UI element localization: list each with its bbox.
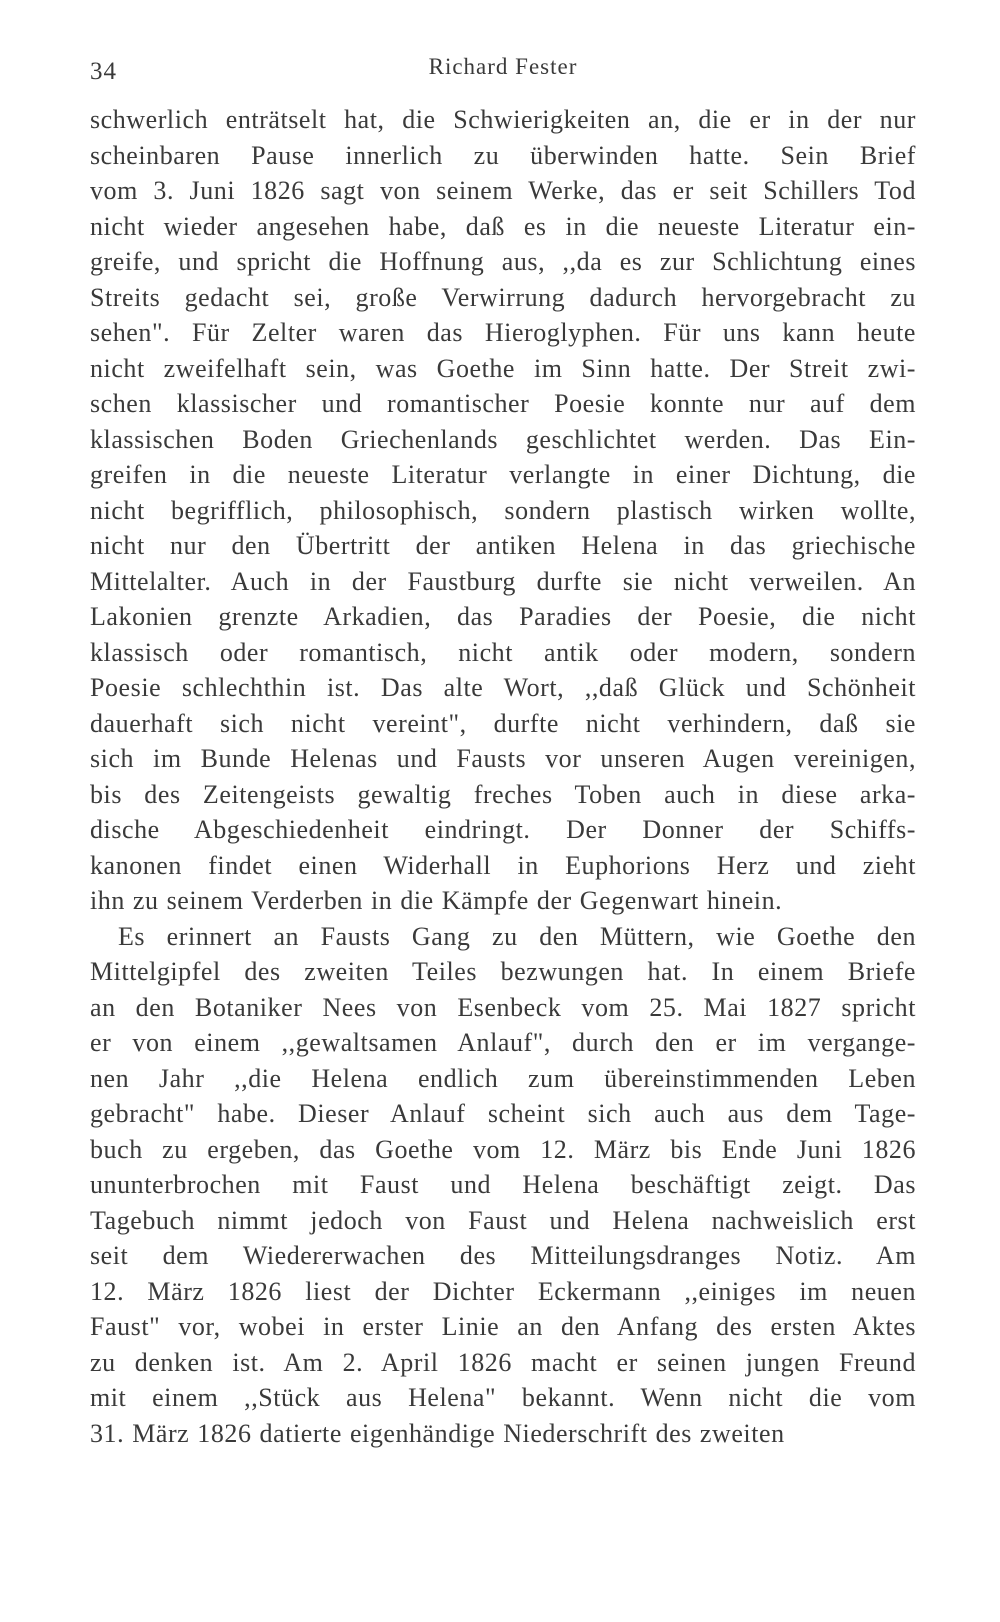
text-line: Mittelalter. Auch in der Faustburg durfte sie nicht verweilen. An xyxy=(90,566,916,596)
paragraph xyxy=(90,919,916,1452)
text-line: nen Jahr ,,die Helena endlich zum übereinstimmenden Leben xyxy=(90,1063,916,1093)
text-line: buch zu ergeben, das Goethe vom 12. März bis Ende Juni 1826 xyxy=(90,1134,916,1164)
text-line: Faust" vor, wobei in erster Linie an den Anfang des ersten Aktes xyxy=(90,1312,916,1341)
text-line: greife, und spricht die Hoffnung aus, ,,da es zur Schlichtung eines xyxy=(90,247,916,276)
text-line: 31. März 1826 datierte eigenhändige Niederschrift des zweiten xyxy=(90,1418,785,1448)
text-line: klassischen Boden Griechenlands geschlichtet werden. Das Ein- xyxy=(90,424,916,454)
text-line: dauerhaft sich nicht vereint", durfte nicht verhindern, daß sie xyxy=(90,708,916,738)
text-line: vom 3. Juni 1826 sagt von seinem Werke, das er seit Schillers Tod xyxy=(90,176,916,205)
text-line: bis des Zeitengeists gewaltig freches Toben auch in diese arka- xyxy=(90,779,916,809)
text-line: ihn zu seinem Verderben in die Kämpfe der Gegenwart hinein. xyxy=(90,886,783,915)
page-number: 34 xyxy=(90,58,117,85)
text-line: Es erinnert an Fausts Gang zu den Müttern, wie Goethe den xyxy=(118,921,916,951)
text-line: klassisch oder romantisch, nicht antik oder modern, sondern xyxy=(90,637,916,667)
text-line: nicht zweifelhaft sein, was Goethe im Sinn hatte. Der Streit zwi- xyxy=(90,353,916,383)
text-line: mit einem ,,Stück aus Helena" bekannt. Wenn nicht die vom xyxy=(90,1383,916,1412)
text-line: Streits gedacht sei, große Verwirrung dadurch hervorgebracht zu xyxy=(90,282,916,312)
running-head: Richard Fester xyxy=(428,54,578,79)
text-line: schwerlich enträtselt hat, die Schwierigkeiten an, die er in der nur xyxy=(90,105,916,134)
text-line: Mittelgipfel des zweiten Teiles bezwungen hat. In einem Briefe xyxy=(90,957,916,986)
page-header xyxy=(90,50,916,90)
text-line: 12. März 1826 liest der Dichter Eckermann ,,einiges im neuen xyxy=(90,1276,916,1306)
text-line: scheinbaren Pause innerlich zu überwinden hatte. Sein Brief xyxy=(90,140,916,170)
text-line: schen klassischer und romantischer Poesie konnte nur auf dem xyxy=(90,389,916,418)
text-line: an den Botaniker Nees von Esenbeck vom 25. Mai 1827 spricht xyxy=(90,992,916,1022)
text-line: gebracht" habe. Dieser Anlauf scheint sich auch aus dem Tage- xyxy=(90,1099,916,1128)
text-line: sich im Bunde Helenas und Fausts vor unseren Augen vereinigen, xyxy=(90,744,916,773)
text-line: Tagebuch nimmt jedoch von Faust und Helena nachweislich erst xyxy=(90,1205,916,1235)
text-line: Lakonien grenzte Arkadien, das Paradies der Poesie, die nicht xyxy=(90,602,916,631)
text-line: greifen in die neueste Literatur verlangte in einer Dichtung, die xyxy=(90,460,916,489)
text-line: er von einem ,,gewaltsamen Anlauf", durch den er im vergange- xyxy=(90,1028,916,1057)
text-line: nicht begrifflich, philosophisch, sondern plastisch wirken wollte, xyxy=(90,495,916,525)
text-line: sehen". Für Zelter waren das Hieroglyphen. Für uns kann heute xyxy=(90,318,916,347)
text-line: nicht wieder angesehen habe, daß es in die neueste Literatur ein- xyxy=(90,211,916,241)
text-line: Poesie schlechthin ist. Das alte Wort, ,,daß Glück und Schönheit xyxy=(90,673,916,702)
text-line: kanonen findet einen Widerhall in Euphorions Herz und zieht xyxy=(90,850,916,880)
text-line: nicht nur den Übertritt der antiken Helena in das griechische xyxy=(90,531,916,560)
text-line: zu denken ist. Am 2. April 1826 macht er seinen jungen Freund xyxy=(90,1347,916,1377)
text-line: seit dem Wiedererwachen des Mitteilungsdranges Notiz. Am xyxy=(90,1241,916,1270)
text-line: ununterbrochen mit Faust und Helena beschäftigt zeigt. Das xyxy=(90,1170,916,1199)
paragraph xyxy=(90,102,916,919)
text-line: dische Abgeschiedenheit eindringt. Der Donner der Schiffs- xyxy=(90,815,916,844)
body-text xyxy=(90,102,916,1451)
